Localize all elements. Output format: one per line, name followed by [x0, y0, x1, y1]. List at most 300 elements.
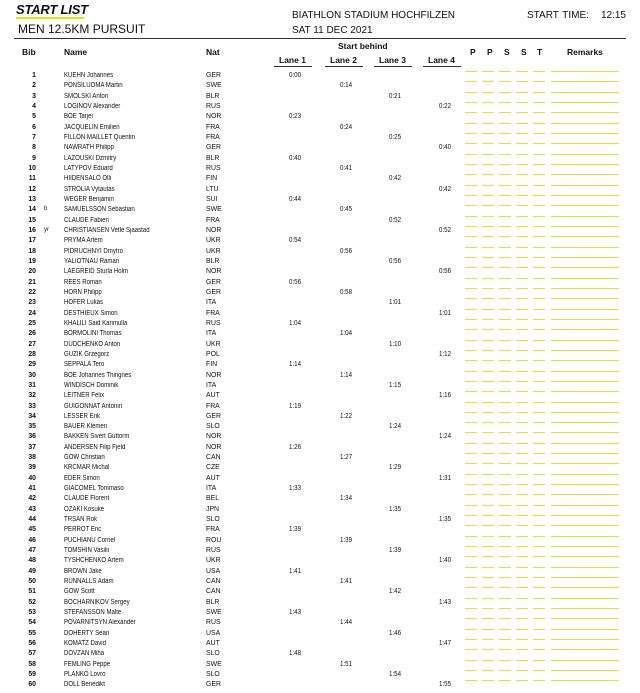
athlete-name: BOE Johannes Thingnes [64, 371, 132, 379]
start-behind-time: 1:44 [340, 619, 353, 627]
athlete-name: PERROT Eric [64, 526, 102, 534]
entry-blank [465, 649, 477, 650]
entry-blank [499, 112, 511, 113]
entry-blank [533, 391, 545, 392]
nation-code: AUT [206, 474, 220, 482]
table-row [0, 639, 640, 649]
nation-code: RUS [206, 164, 221, 172]
remarks-blank [551, 133, 619, 134]
bib-cell: 46 [28, 536, 36, 544]
table-row [0, 257, 640, 267]
athlete-name: GOW Christian [64, 454, 105, 462]
entry-blank [482, 288, 494, 289]
table-row [0, 350, 640, 360]
entry-blank [533, 577, 545, 578]
entry-blank [482, 247, 494, 248]
entry-blank [465, 670, 477, 671]
remarks-blank [551, 174, 619, 175]
entry-blank [533, 236, 545, 237]
entry-blank [482, 267, 494, 268]
entry-blank [499, 402, 511, 403]
athlete-name: KRCMAR Michal [64, 464, 110, 472]
entry-blank [465, 174, 477, 175]
entry-blank [465, 71, 477, 72]
nation-code: RUS [206, 619, 221, 627]
remarks-blank [551, 92, 619, 93]
flag-cell: yr [44, 226, 49, 233]
nation-code: GER [206, 278, 221, 286]
entry-blank [499, 267, 511, 268]
col-header-lane4: Lane 4 [428, 55, 455, 65]
entry-blank [533, 453, 545, 454]
nation-code: BLR [206, 92, 220, 100]
bib-cell: 38 [28, 454, 36, 462]
bib-cell: 30 [28, 371, 36, 379]
entry-blank [499, 412, 511, 413]
remarks-blank [551, 185, 619, 186]
entry-blank [533, 670, 545, 671]
entry-blank [499, 453, 511, 454]
table-row [0, 81, 640, 91]
bib-cell: 16 [28, 226, 36, 234]
start-behind-time: 1:43 [439, 598, 452, 606]
entry-blank [499, 587, 511, 588]
bib-cell: 10 [28, 164, 36, 172]
nation-code: SLO [206, 516, 220, 524]
entry-blank [533, 474, 545, 475]
entry-blank [533, 371, 545, 372]
start-behind-time: 0:22 [439, 102, 452, 110]
table-row [0, 391, 640, 401]
athlete-name: LAZOUSKI Dzmitry [64, 154, 117, 162]
entry-blank [465, 432, 477, 433]
entry-blank [499, 660, 511, 661]
entry-blank [533, 649, 545, 650]
entry-blank [482, 670, 494, 671]
entry-blank [482, 133, 494, 134]
start-behind-time: 1:55 [439, 681, 452, 689]
remarks-blank [551, 288, 619, 289]
table-row [0, 247, 640, 257]
bib-cell: 24 [28, 309, 36, 317]
nation-code: ITA [206, 381, 217, 389]
bib-cell: 57 [28, 650, 36, 658]
nation-code: FRA [206, 402, 220, 410]
entry-blank [516, 608, 528, 609]
bib-cell: 60 [28, 681, 36, 689]
entry-blank [482, 329, 494, 330]
entry-blank [499, 205, 511, 206]
table-row [0, 598, 640, 608]
remarks-blank [551, 422, 619, 423]
table-row [0, 195, 640, 205]
nation-code: UKR [206, 340, 221, 348]
entry-blank [533, 402, 545, 403]
entry-blank [499, 247, 511, 248]
bib-cell: 58 [28, 660, 36, 668]
entry-blank [499, 577, 511, 578]
entry-blank [516, 463, 528, 464]
entry-blank [516, 360, 528, 361]
table-row [0, 577, 640, 587]
entry-blank [482, 660, 494, 661]
remarks-blank [551, 257, 619, 258]
remarks-blank [551, 329, 619, 330]
table-row [0, 422, 640, 432]
athlete-name: TRSAN Rok [64, 516, 98, 524]
bib-cell: 27 [28, 340, 36, 348]
entry-blank [482, 143, 494, 144]
start-behind-time: 1:48 [289, 650, 302, 658]
entry-blank [482, 649, 494, 650]
entry-blank [482, 505, 494, 506]
remarks-blank [551, 463, 619, 464]
nation-code: GER [206, 72, 221, 79]
start-behind-time: 1:16 [439, 392, 452, 400]
entry-blank [516, 236, 528, 237]
bib-cell: 22 [28, 288, 36, 296]
lane-rule [325, 66, 363, 67]
table-row [0, 309, 640, 319]
entry-blank [465, 216, 477, 217]
entry-blank [533, 340, 545, 341]
nation-code: UKR [206, 247, 221, 255]
entry-blank [482, 309, 494, 310]
entry-blank [482, 422, 494, 423]
entry-blank [482, 278, 494, 279]
athlete-name: SAMUELSSON Sebastian [64, 206, 135, 214]
entry-blank [482, 174, 494, 175]
entry-blank [499, 154, 511, 155]
nation-code: SLO [206, 671, 220, 679]
remarks-blank [551, 340, 619, 341]
entry-blank [482, 629, 494, 630]
entry-blank [533, 185, 545, 186]
entry-blank [516, 432, 528, 433]
entry-blank [465, 608, 477, 609]
col-header-remarks: Remarks [567, 47, 603, 57]
table-row [0, 680, 640, 690]
athlete-name: PIDRUCHNYI Dmytro [64, 247, 123, 255]
table-row [0, 660, 640, 670]
start-behind-time: 1:31 [439, 474, 452, 482]
table-row [0, 670, 640, 680]
start-behind-time: 0:45 [340, 206, 353, 214]
bib-cell: 11 [28, 175, 36, 183]
entry-blank [499, 360, 511, 361]
entry-blank [533, 319, 545, 320]
entry-blank [516, 143, 528, 144]
start-behind-time: 1:35 [439, 516, 452, 524]
entry-blank [499, 164, 511, 165]
remarks-blank [551, 402, 619, 403]
start-behind-time: 0:00 [289, 72, 302, 79]
remarks-blank [551, 309, 619, 310]
start-behind-time: 1:15 [389, 381, 402, 389]
flag-cell: b [44, 206, 48, 213]
entry-blank [516, 257, 528, 258]
entry-blank [465, 680, 477, 681]
start-behind-time: 1:51 [340, 660, 353, 668]
start-behind-time: 0:56 [389, 257, 402, 265]
entry-blank [499, 670, 511, 671]
entry-blank [516, 112, 528, 113]
table-row [0, 278, 640, 288]
nation-code: BLR [206, 598, 220, 606]
table-row [0, 174, 640, 184]
bib-cell: 39 [28, 464, 36, 472]
col-header-t: T [537, 47, 543, 57]
start-behind-time: 1:24 [389, 423, 402, 431]
entry-blank [482, 216, 494, 217]
entry-blank [482, 577, 494, 578]
bib-cell: 20 [28, 268, 36, 276]
entry-blank [465, 298, 477, 299]
entry-blank [516, 639, 528, 640]
entry-blank [499, 432, 511, 433]
table-row [0, 216, 640, 226]
athlete-name: GUZIK Grzegorz [64, 350, 110, 358]
entry-blank [465, 371, 477, 372]
entry-blank [465, 319, 477, 320]
entry-blank [499, 309, 511, 310]
table-row [0, 432, 640, 442]
entry-blank [465, 453, 477, 454]
entry-blank [482, 92, 494, 93]
entry-blank [465, 350, 477, 351]
remarks-blank [551, 618, 619, 619]
entry-blank [482, 618, 494, 619]
entry-blank [516, 81, 528, 82]
athlete-name: SMOLSKI Anton [64, 92, 109, 100]
table-row [0, 453, 640, 463]
table-row [0, 329, 640, 339]
entry-blank [516, 133, 528, 134]
nation-code: ROU [206, 536, 222, 544]
nation-code: ITA [206, 330, 217, 338]
athlete-name: BORMOLINI Thomas [64, 330, 122, 338]
entry-blank [465, 598, 477, 599]
entry-blank [499, 639, 511, 640]
entry-blank [499, 216, 511, 217]
athlete-name: CLAUDE Fabien [64, 216, 109, 224]
athlete-name: GOW Scott [64, 588, 95, 596]
table-row [0, 536, 640, 546]
bib-cell: 34 [28, 412, 36, 420]
bib-cell: 1 [32, 72, 36, 79]
bib-cell: 48 [28, 557, 36, 565]
entry-blank [516, 319, 528, 320]
bib-cell: 26 [28, 330, 36, 338]
start-behind-time: 0:40 [439, 144, 452, 152]
entry-blank [465, 309, 477, 310]
entry-blank [482, 360, 494, 361]
entry-blank [499, 443, 511, 444]
entry-blank [499, 515, 511, 516]
athlete-name: STEFANSSON Malte [64, 609, 122, 617]
entry-blank [533, 608, 545, 609]
table-row [0, 133, 640, 143]
col-header-start-behind: Start behind [338, 41, 388, 51]
entry-blank [533, 381, 545, 382]
remarks-blank [551, 81, 619, 82]
athlete-name: KHALILI Said Karimulla [64, 319, 128, 327]
entry-blank [533, 247, 545, 248]
remarks-blank [551, 680, 619, 681]
start-behind-time: 0:24 [340, 123, 353, 131]
table-row [0, 381, 640, 391]
entry-blank [533, 484, 545, 485]
nation-code: FIN [206, 175, 218, 183]
athlete-name: WINDISCH Dominik [64, 381, 119, 389]
entry-blank [465, 577, 477, 578]
entry-blank [533, 133, 545, 134]
bib-cell: 6 [32, 123, 36, 131]
entry-blank [499, 133, 511, 134]
start-behind-time: 1:54 [389, 671, 402, 679]
nation-code: SUI [206, 195, 218, 203]
entry-blank [533, 587, 545, 588]
bib-cell: 44 [28, 516, 36, 524]
nation-code: NOR [206, 226, 222, 234]
nation-code: CAN [206, 588, 221, 596]
start-behind-time: 0:56 [439, 268, 452, 276]
entry-blank [482, 608, 494, 609]
nation-code: AUT [206, 392, 220, 400]
table-row [0, 618, 640, 628]
entry-blank [533, 267, 545, 268]
entry-blank [482, 453, 494, 454]
nation-code: ITA [206, 299, 217, 307]
entry-blank [533, 102, 545, 103]
entry-blank [482, 102, 494, 103]
entry-blank [533, 298, 545, 299]
start-behind-time: 1:22 [340, 412, 353, 420]
remarks-blank [551, 546, 619, 547]
nation-code: NOR [206, 371, 222, 379]
entry-blank [482, 81, 494, 82]
entry-blank [516, 680, 528, 681]
entry-blank [516, 567, 528, 568]
start-behind-time: 1:26 [289, 443, 302, 451]
entry-blank [465, 257, 477, 258]
entry-blank [482, 381, 494, 382]
entry-blank [465, 505, 477, 506]
entry-blank [499, 536, 511, 537]
athlete-name: LESSER Erik [64, 412, 101, 420]
entry-blank [499, 381, 511, 382]
athlete-name: TOMSHIN Vasilii [64, 547, 109, 555]
remarks-blank [551, 391, 619, 392]
entry-blank [516, 598, 528, 599]
remarks-blank [551, 298, 619, 299]
entry-blank [499, 680, 511, 681]
entry-blank [499, 288, 511, 289]
athlete-name: BROWN Jake [64, 567, 102, 575]
entry-blank [516, 494, 528, 495]
bib-cell: 13 [28, 195, 36, 203]
remarks-blank [551, 360, 619, 361]
athlete-name: NAWRATH Philipp [64, 144, 114, 152]
table-row [0, 340, 640, 350]
entry-blank [499, 567, 511, 568]
entry-blank [465, 587, 477, 588]
entry-blank [499, 484, 511, 485]
remarks-blank [551, 350, 619, 351]
entry-blank [533, 660, 545, 661]
start-behind-time: 1:01 [389, 299, 402, 307]
entry-blank [516, 577, 528, 578]
entry-blank [533, 71, 545, 72]
entry-blank [465, 463, 477, 464]
remarks-blank [551, 649, 619, 650]
start-behind-time: 1:27 [340, 454, 353, 462]
entry-blank [533, 412, 545, 413]
nation-code: SWE [206, 609, 222, 617]
entry-blank [516, 505, 528, 506]
entry-blank [465, 205, 477, 206]
entry-blank [533, 309, 545, 310]
entry-blank [465, 288, 477, 289]
athlete-name: PONSILUOMA Martin [64, 82, 123, 90]
athlete-name: JACQUELIN Emilien [64, 123, 120, 131]
entry-blank [465, 102, 477, 103]
remarks-blank [551, 112, 619, 113]
remarks-blank [551, 236, 619, 237]
entry-blank [465, 195, 477, 196]
start-behind-time: 0:14 [340, 82, 353, 90]
entry-blank [465, 92, 477, 93]
entry-blank [465, 278, 477, 279]
nation-code: BLR [206, 257, 220, 265]
entry-blank [482, 484, 494, 485]
entry-blank [533, 422, 545, 423]
entry-blank [516, 515, 528, 516]
entry-blank [465, 402, 477, 403]
table-row [0, 226, 640, 236]
athlete-name: RUNNALLS Adam [64, 578, 114, 586]
entry-blank [533, 174, 545, 175]
start-behind-time: 1:14 [289, 361, 302, 369]
nation-code: JPN [206, 505, 220, 513]
col-header-name: Name [64, 47, 88, 57]
entry-blank [482, 432, 494, 433]
entry-blank [533, 639, 545, 640]
entry-blank [465, 556, 477, 557]
entry-blank [465, 226, 477, 227]
start-behind-time: 0:42 [389, 175, 402, 183]
entry-blank [516, 670, 528, 671]
table-row [0, 112, 640, 122]
start-time [527, 10, 626, 21]
entry-blank [482, 71, 494, 72]
entry-blank [465, 112, 477, 113]
athlete-name: WEGER Benjamin [64, 195, 114, 203]
entry-blank [499, 649, 511, 650]
entry-blank [465, 443, 477, 444]
entry-blank [482, 463, 494, 464]
nation-code: USA [206, 629, 221, 637]
bib-cell: 25 [28, 319, 36, 327]
nation-code: USA [206, 567, 221, 575]
entry-blank [482, 412, 494, 413]
entry-blank [482, 185, 494, 186]
bib-cell: 19 [28, 257, 36, 265]
table-row [0, 205, 640, 215]
entry-blank [516, 525, 528, 526]
start-behind-time: 0:56 [340, 247, 353, 255]
nation-code: SLO [206, 423, 220, 431]
